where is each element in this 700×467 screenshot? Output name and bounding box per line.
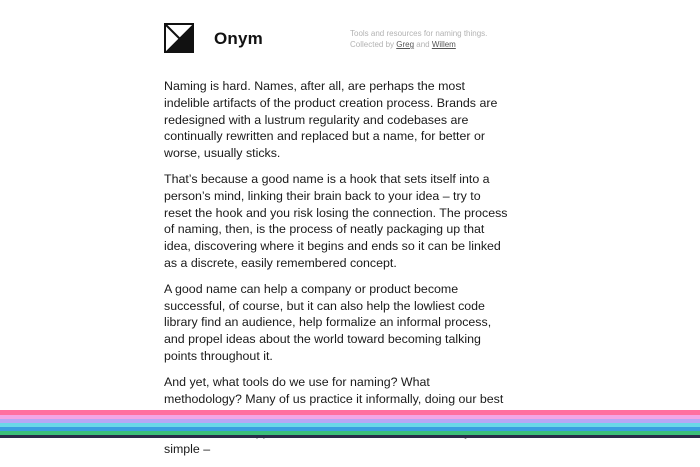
tagline-credits xyxy=(350,39,487,50)
stripe-dark xyxy=(0,435,700,438)
author-link-greg[interactable]: Greg xyxy=(396,40,415,49)
tagline-text: Tools and resources for naming things. xyxy=(350,29,488,38)
article-body xyxy=(164,78,509,467)
tagline xyxy=(350,28,487,50)
paragraph: Naming is hard. Names, after all, are perhaps the most indelible artifacts of the product creation process. Brands are redesigned with a lustrum regularity and codebases are continually rewritten and replaced but a name, for better or worse, usually sticks. xyxy=(164,79,498,161)
credits-and: and xyxy=(414,40,432,49)
footer-stripes xyxy=(0,410,700,438)
credits-prefix: Collected by xyxy=(350,40,397,49)
paragraph: A good name can help a company or product become successful, of course, but it can also help the lowliest code library find an audience, help formalize an informal process, and propel ideas about the world toward becoming talking points throughout it. xyxy=(164,281,492,363)
paragraph: That’s because a good name is a hook that sets itself into a person’s mind, linking their brain back to your idea – try to reset the hook and you risk losing the connection. The process of naming, then, is the process of neatly packaging up that idea, discovering where it begins and ends so it can be linked as a discrete, easily remembered concept. xyxy=(164,171,508,270)
site-header xyxy=(164,23,504,57)
brand-name[interactable]: Onym xyxy=(214,29,263,48)
logo-icon[interactable] xyxy=(164,23,194,53)
paragraph: And yet, what tools do we use for naming? What methodology? Many of us practice it informally, doing our best simple – xyxy=(164,374,504,456)
author-link-willem[interactable]: Willem xyxy=(431,40,456,49)
